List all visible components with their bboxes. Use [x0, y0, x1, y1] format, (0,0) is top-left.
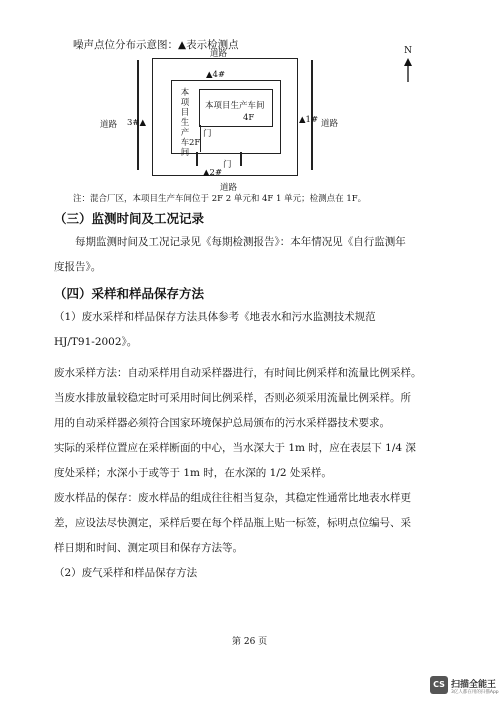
- section-4-heading: （四）采样和样品保存方法: [54, 286, 205, 301]
- door-label-gate: 门: [223, 160, 232, 170]
- gate-post-right: [240, 152, 242, 166]
- para-3-line-2: 度处采样；水深小于或等于 1m 时，在水深的 1/2 处采样。: [54, 467, 332, 479]
- point-1: ▲1#: [299, 115, 319, 125]
- road-label-left: 道路: [100, 120, 118, 130]
- para-1-line-1: （1）废水采样和样品保存方法具体参考《地表水和污水监测技术规范: [54, 311, 376, 323]
- gate-post-left: [196, 152, 198, 166]
- para-4-line-2: 差，应设法尽快测定，采样后要在每个样品瓶上贴一标签，标明点位编号、采: [54, 517, 411, 529]
- para-3-line-1: 实际的采样位置应在采样断面的中心，当水深大于 1m 时，应在表层下 1/4 深: [54, 442, 416, 454]
- scanner-watermark: [430, 676, 499, 700]
- road-label-right: 道路: [321, 119, 339, 129]
- diagram-caption: 噪声点位分布示意图：▲表示检测点: [73, 39, 239, 51]
- para-2-line-3: 用的自动采样器必须符合国家环境保护总局颁布的污水采样器技术要求。: [54, 417, 390, 429]
- floor-4f-label: 4F: [243, 113, 255, 123]
- point-3: 3#▲: [127, 118, 147, 128]
- section-3-line-2: 度报告》。: [54, 261, 102, 273]
- watermark-subtitle: 3亿人都在用的扫描App: [451, 690, 499, 695]
- north-label: N: [404, 46, 412, 56]
- para-2-line-2: 当废水排放量较稳定时可采用时间比例采样，否则必须采用流量比例采样。所: [54, 392, 411, 404]
- diagram-note: 注：混合厂区，本项目生产车间位于 2F 2 单元和 4F 1 单元；检测点在 1F。: [73, 194, 367, 204]
- section-3-line-1: 每期监测时间及工况记录见《每期检测报告》：本年情况见《自行监测年: [75, 236, 406, 248]
- para-2-line-1: 废水采样方法：自动采样用自动采样器进行，有时间比例采样和流量比例采样。: [54, 367, 422, 379]
- watermark-title: 扫描全能王: [451, 680, 497, 690]
- page-number: 第 26 页: [232, 637, 268, 647]
- point-4: ▲4#: [206, 70, 226, 80]
- section-4-body: [54, 305, 422, 586]
- para-4-line-3: 样日期和时间、测定项目和保存方法等。: [54, 542, 243, 554]
- workshop-right-label: 本项目生产车间: [205, 101, 265, 111]
- para-5: （2）废气采样和样品保存方法: [54, 567, 198, 579]
- road-line-left: [137, 60, 139, 170]
- point-2: ▲2#: [203, 168, 223, 178]
- para-1-line-2: HJ/T91-2002》。: [54, 336, 138, 348]
- floor-2f-label: 2F: [189, 138, 201, 148]
- north-arrow-icon: [403, 58, 413, 86]
- para-4-line-1: 废水样品的保存：废水样品的组成往往相当复杂，其稳定性通常比地表水样更: [54, 492, 411, 504]
- section-3-heading: （三）监测时间及工况记录: [54, 211, 205, 226]
- door-label-inner: 门: [203, 129, 212, 139]
- road-label-bottom: 道路: [220, 183, 238, 193]
- road-label-top: 道路: [210, 49, 228, 59]
- workshop-left-label: 本项目生产车间: [180, 88, 190, 158]
- section-3-body: [54, 230, 406, 280]
- camscanner-logo-icon: CS: [430, 676, 448, 694]
